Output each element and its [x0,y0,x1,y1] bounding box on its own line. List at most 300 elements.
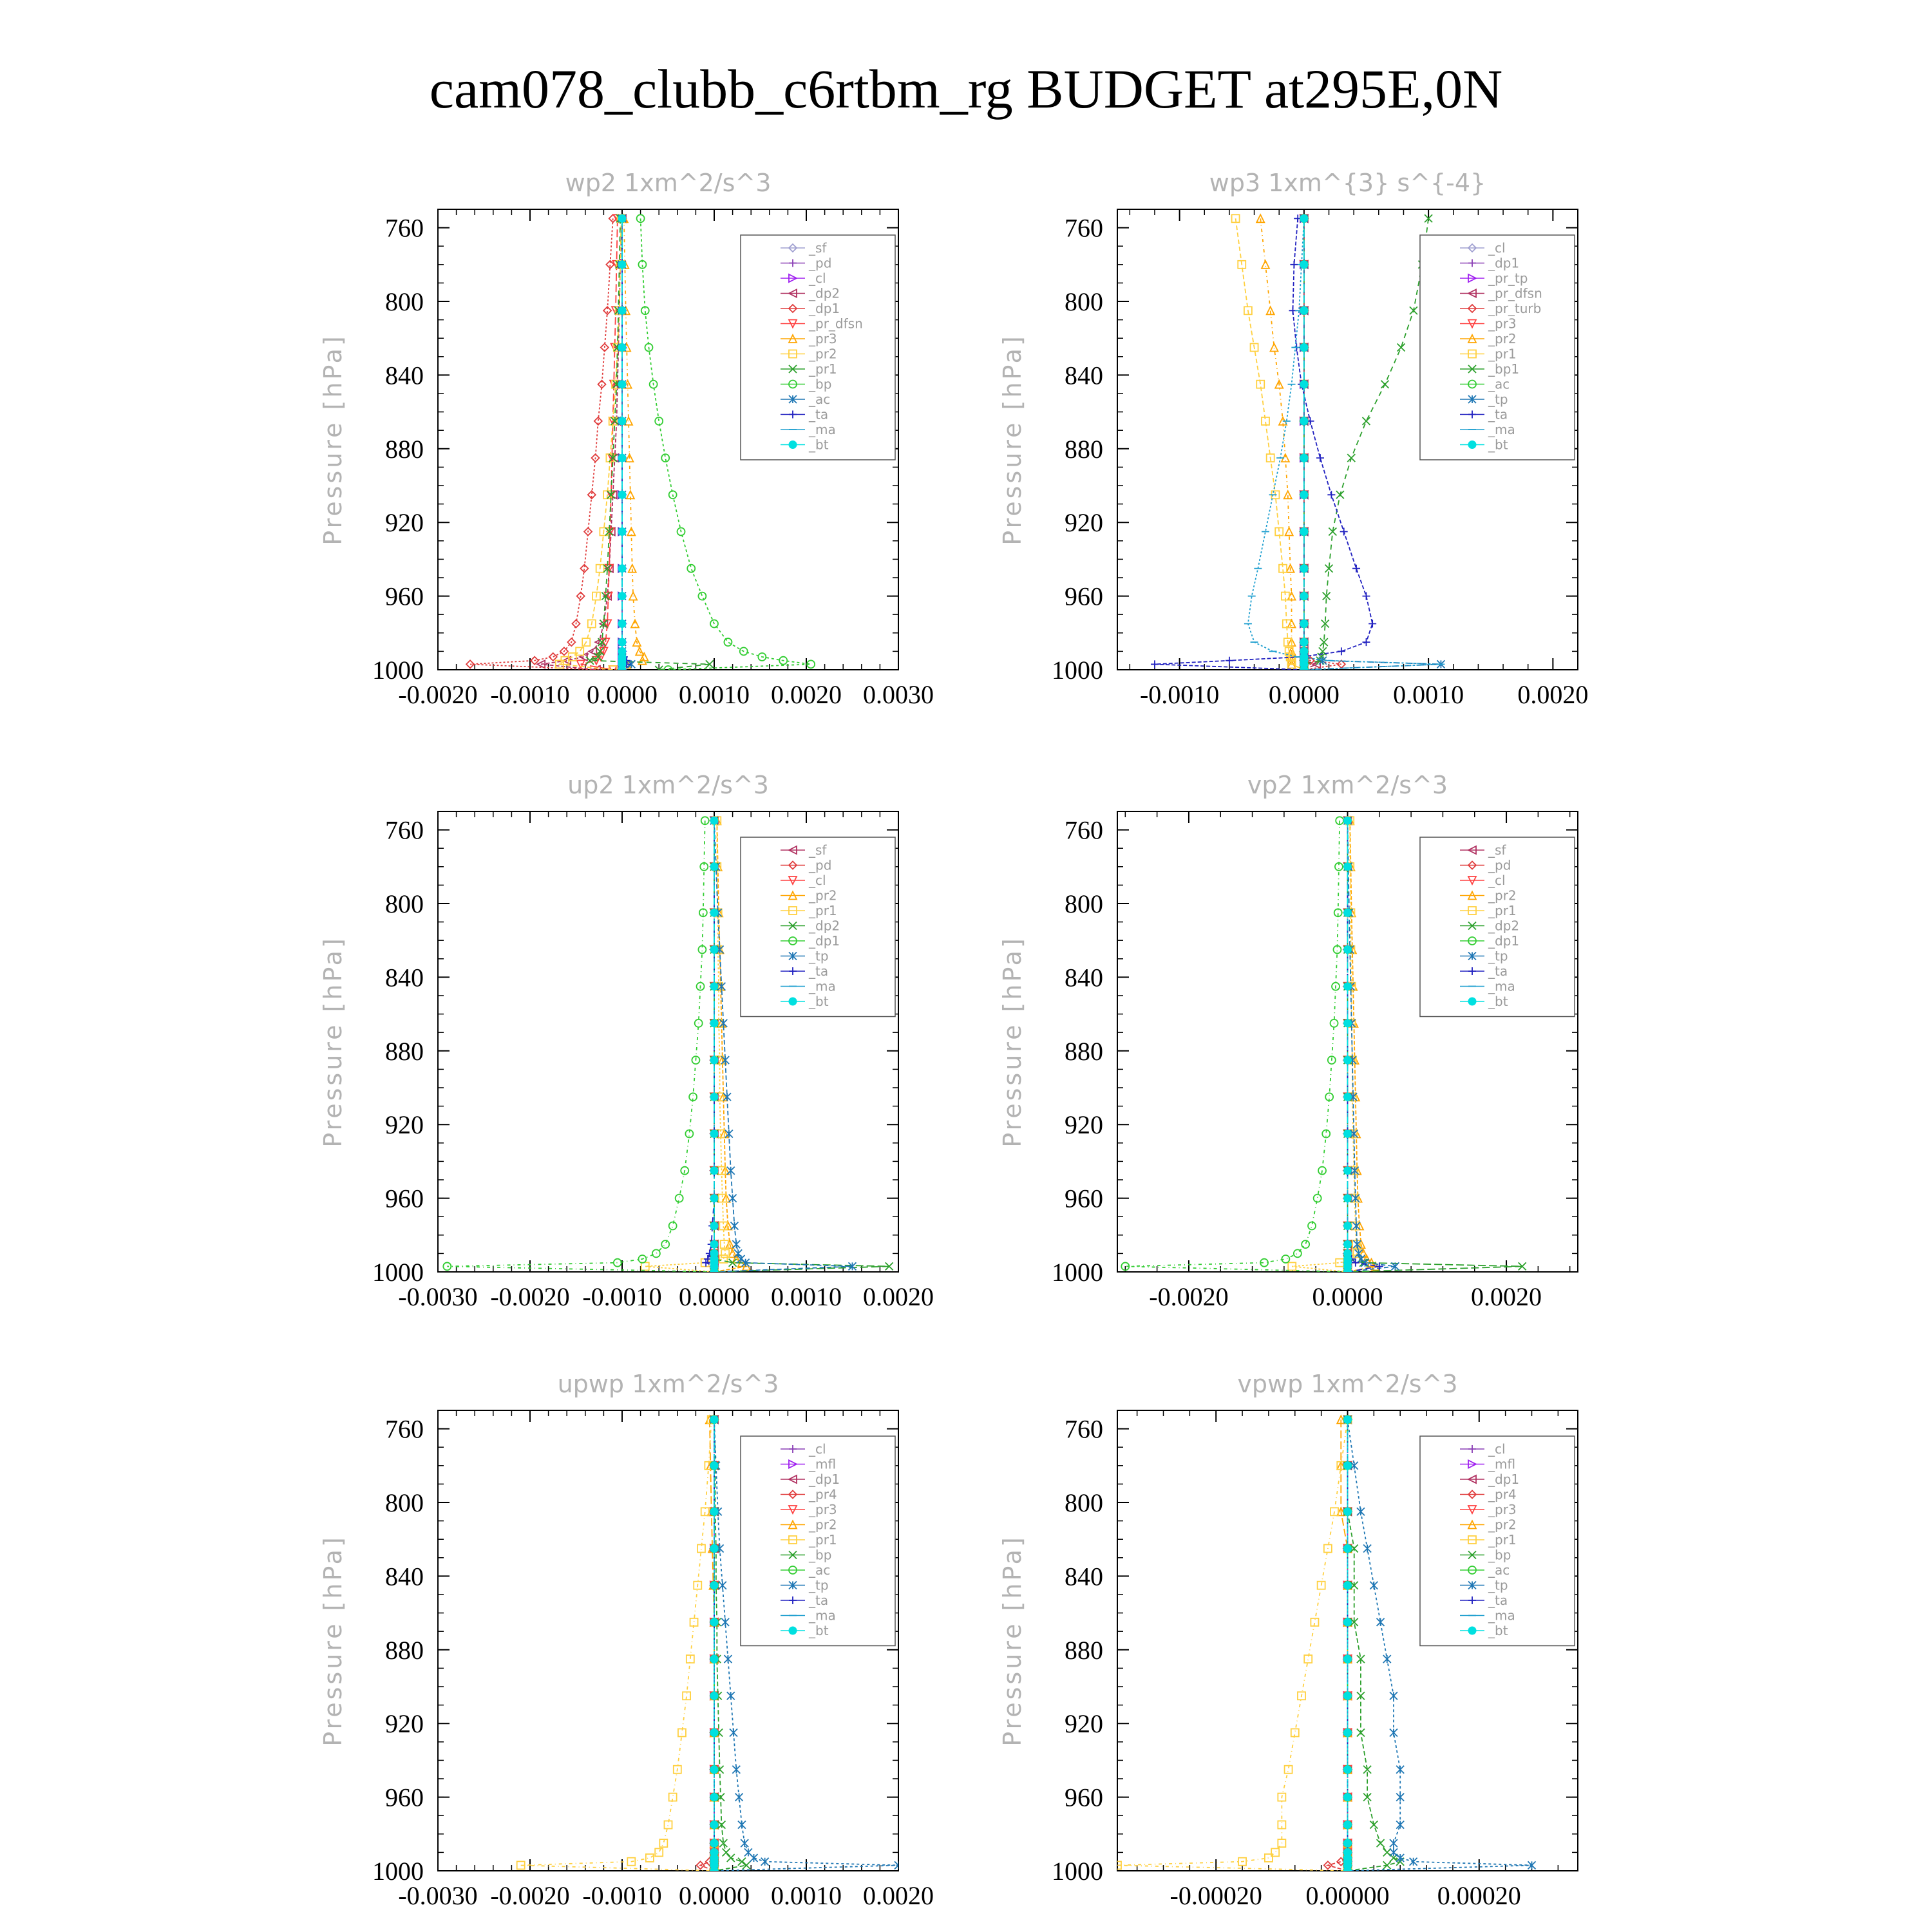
series_pr_dfsn [1300,214,1320,674]
data-point [1344,1222,1352,1230]
data-point [1383,1848,1391,1856]
data-point [750,1854,757,1862]
legend-label: _sf [809,842,827,858]
data-point [741,1839,748,1847]
data-point [710,1416,718,1423]
data-point [618,261,626,269]
data-point [724,1655,732,1663]
data-point [1338,647,1345,655]
data-point [710,946,718,954]
legend-label: _pr1 [809,903,837,918]
data-point [1390,1848,1397,1856]
legend-label: _ac [1488,376,1510,392]
data-point [618,491,626,498]
data-point [1300,565,1308,573]
legend-label: _bp1 [1488,361,1520,377]
data-point [723,1093,731,1101]
data-point [1362,638,1370,646]
legend-label: _ma [809,1607,836,1624]
series_dp1 [466,214,617,674]
legend-label: _mfl [1488,1456,1516,1472]
data-point [1300,307,1308,314]
legend-label: _pr_dfsn [1488,285,1542,301]
x-tick-label: 0.0000 [587,680,658,709]
legend-label: _bp [809,376,832,392]
data-point [1344,1692,1352,1700]
y-tick-label: 760 [1065,815,1103,845]
data-point [690,1618,698,1626]
legend-label: _pr2 [809,346,837,362]
y-tick-label: 800 [385,1488,424,1517]
panel-title: vpwp 1xm^2/s^3 [1237,1370,1458,1398]
data-point [732,1240,740,1248]
y-tick-label: 1000 [372,656,424,685]
y-tick-label: 920 [385,508,424,538]
legend-label: _cl [809,270,826,286]
y-tick-label: 1000 [1052,1857,1103,1886]
y-tick-label: 840 [1065,1562,1103,1591]
y-tick-label: 880 [385,434,424,464]
data-point [761,1858,769,1866]
legend-label: _tp [809,1577,829,1593]
data-point [1300,528,1308,536]
legend-label: _dp1 [809,933,840,949]
data-point [735,1794,743,1801]
data-point [1344,1545,1352,1553]
series-line [581,218,618,670]
data-point [710,983,718,990]
x-tick-label: 0.0010 [771,1881,842,1910]
legend-label: _bt [1488,994,1508,1009]
data-point [1381,381,1388,388]
data-point [1300,214,1308,222]
data-point [1340,528,1348,536]
y-tick-label: 960 [385,1783,424,1812]
x-tick-label: -0.0020 [398,680,478,709]
y-tick-label: 880 [1065,1036,1103,1066]
data-point [710,1222,718,1230]
data-point [1344,946,1352,954]
data-point [1270,344,1278,352]
x-tick-label: -0.0020 [490,1881,570,1910]
data-point [724,638,732,646]
data-point [646,1854,654,1862]
y-tick-label: 960 [1065,1783,1103,1812]
data-point [732,1766,740,1774]
data-point [1396,1821,1404,1829]
y-tick-label: 960 [385,582,424,611]
legend-label: _dp1 [809,1472,840,1487]
y-tick-label: 1000 [1052,1258,1103,1287]
legend-label: _ta [809,406,829,422]
x-tick-label: 0.0020 [1517,680,1589,709]
data-point [1290,261,1298,269]
series-line [1304,218,1341,670]
series-line [706,820,714,1272]
data-point [1300,261,1308,269]
data-point [618,307,626,314]
legend-label: _pd [1488,857,1511,873]
x-tick-label: 0.0000 [679,1881,750,1910]
data-point [1262,261,1269,269]
x-tick-label: -0.0010 [582,1282,662,1311]
y-tick-label: 920 [385,1110,424,1140]
data-point [1344,1655,1352,1663]
x-tick-label: -0.00020 [1170,1881,1262,1910]
data-point [727,1692,735,1700]
series-line [1236,218,1304,670]
data-point [1300,454,1308,462]
legend-label: _dp2 [1488,918,1520,934]
legend-label: _ta [1488,963,1508,979]
series-line [622,218,631,670]
legend-label: _bt [1488,1623,1508,1638]
data-point [895,1861,902,1869]
legend-label: _ac [809,1562,831,1578]
legend-label: _dp1 [1488,933,1520,949]
data-point [1316,454,1324,462]
legend-label: _dp2 [809,918,840,934]
y-axis-label: Pressure [hPa] [319,334,347,545]
data-point [1344,1729,1352,1737]
data-point [1344,1867,1352,1875]
x-tick-label: -0.0010 [1139,680,1220,709]
legend-label: _pd [809,255,832,271]
data-point [1300,666,1308,674]
legend [741,837,895,1017]
data-point [1528,1861,1536,1869]
data-point [710,863,718,871]
legend-label: _bt [809,1623,829,1638]
data-point [1285,528,1293,536]
x-tick-label: 0.0030 [863,680,934,709]
data-point [710,1618,718,1626]
series-line [1341,1419,1347,1871]
x-tick-label: -0.0020 [490,1282,570,1311]
data-point [1370,1582,1378,1589]
series-line [1125,820,1347,1272]
data-point [1410,1858,1417,1866]
data-point [710,1821,718,1829]
data-point [687,565,695,573]
panel-title: upwp 1xm^2/s^3 [557,1370,779,1398]
series_pr3 [618,214,648,674]
legend-label: _pr3 [809,1502,837,1517]
y-tick-label: 960 [1065,1184,1103,1213]
legend-label: _mfl [809,1456,837,1472]
series_bp [1344,1416,1405,1875]
legend-label: _ta [809,963,829,979]
x-tick-label: 0.0000 [1268,680,1340,709]
y-tick-label: 760 [385,815,424,845]
y-tick-label: 840 [1065,963,1103,992]
data-point [618,214,626,222]
legend-label: _bt [809,994,829,1009]
data-point [738,1858,746,1866]
data-point [698,592,706,600]
x-tick-label: 0.0020 [1471,1282,1542,1311]
y-tick-label: 840 [385,361,424,390]
y-tick-label: 920 [1065,1709,1103,1739]
y-tick-label: 760 [385,213,424,243]
y-axis-label: Pressure [hPa] [998,1535,1027,1747]
series_ta [1344,817,1383,1276]
x-tick-label: 0.0020 [863,1282,934,1311]
data-point [1368,620,1376,628]
y-tick-label: 880 [1065,434,1103,464]
data-point [1390,1692,1397,1700]
series-line [470,218,613,670]
legend-label: _pr1 [1488,346,1517,362]
legend-label: _pr2 [809,1517,837,1533]
x-tick-label: 0.0020 [863,1881,934,1910]
data-point [618,620,626,628]
legend-label: _dp1 [809,301,840,316]
legend-label: _pr1 [1488,903,1517,918]
data-point [710,909,718,916]
series_pr_turb [1300,214,1345,674]
legend-label: _bt [809,437,829,453]
series_pr_dfsn [577,214,621,674]
x-tick-label: -0.0010 [490,680,570,709]
data-point [1226,657,1233,665]
series-line [710,1419,714,1871]
series_pr1 [517,1416,718,1875]
legend-label: _pr1 [809,361,837,377]
data-point [1327,491,1335,498]
series_bp1 [1300,214,1432,674]
data-point [1344,1416,1352,1423]
panel-title: up2 1xm^2/s^3 [567,771,769,799]
x-tick-label: 0.0010 [1393,680,1464,709]
y-axis-label: Pressure [hPa] [319,936,347,1148]
data-point [661,1240,669,1248]
data-point [1344,863,1352,871]
legend-label: _dp1 [1488,1472,1520,1487]
y-tick-label: 800 [385,889,424,918]
series-line [1260,218,1304,670]
series_ma [1244,218,1445,670]
y-axis-label: Pressure [hPa] [319,1535,347,1747]
data-point [1294,1249,1302,1257]
legend-label: _tp [809,948,829,964]
y-tick-label: 760 [1065,213,1103,243]
data-point [721,1618,729,1626]
data-point [618,528,626,536]
data-point [1344,1508,1352,1515]
legend-label: _bp [809,1547,832,1563]
series_pr2 [1337,1416,1351,1875]
y-tick-label: 880 [385,1635,424,1665]
legend-label: _dp1 [1488,255,1520,271]
y-tick-label: 800 [1065,1488,1103,1517]
chart-panel-4 [998,771,1578,1311]
series-line [701,1419,714,1871]
series-line [622,218,644,670]
legend-label: _ac [1488,1562,1510,1578]
legend-label: _pr4 [1488,1486,1517,1502]
y-tick-label: 760 [1065,1414,1103,1444]
data-point [710,1195,718,1202]
data-point [1344,1582,1352,1589]
data-point [618,454,626,462]
data-point [1396,1766,1404,1774]
data-point [1300,417,1308,425]
data-point [710,1867,718,1875]
legend-label: _cl [1488,1441,1506,1457]
legend-label: _cl [809,873,826,888]
data-point [730,1222,738,1230]
data-point [1370,1821,1378,1829]
data-point [631,620,639,628]
panel-title: vp2 1xm^2/s^3 [1247,771,1448,799]
legend-label: _ma [1488,978,1515,994]
legend-label: _ma [1488,422,1515,437]
data-point [723,1848,730,1856]
data-point [1396,1794,1404,1801]
data-point [710,1655,718,1663]
series_pr1 [1113,1416,1352,1875]
data-point [710,1582,718,1589]
series_ac [618,214,635,674]
legend-label: _cl [1488,873,1506,888]
data-point [1390,1729,1397,1737]
data-point [1336,491,1344,498]
series_pr1 [641,817,729,1276]
y-tick-label: 840 [385,963,424,992]
data-point [1344,1766,1352,1774]
y-tick-label: 880 [1065,1635,1103,1665]
legend-label: _pr3 [809,331,837,346]
data-point [710,817,718,824]
panel-title: wp2 1xm^2/s^3 [565,169,772,197]
x-tick-label: 0.00000 [1305,1881,1390,1910]
data-point [729,1195,737,1202]
data-point [618,381,626,388]
data-point [659,1839,667,1847]
data-point [1344,1839,1352,1847]
legend [1420,837,1575,1017]
legend-label: _ma [1488,1607,1515,1624]
y-tick-label: 760 [385,1414,424,1444]
legend-label: _tp [1488,948,1508,964]
data-point [676,1195,683,1202]
data-point [1383,1655,1391,1663]
legend-label: _pr_tp [1488,270,1528,286]
data-point [730,1729,737,1737]
y-tick-label: 840 [1065,361,1103,390]
data-point [614,1259,621,1267]
legend-label: _ma [809,978,836,994]
x-tick-label: 0.0000 [1312,1282,1383,1311]
data-point [1300,638,1308,646]
data-point [710,1167,718,1175]
data-point [1344,909,1352,916]
series_ta [702,817,718,1276]
y-tick-label: 840 [385,1562,424,1591]
series-line [521,1419,714,1871]
x-tick-label: 0.00020 [1437,1881,1521,1910]
series_pr2 [706,1416,718,1875]
legend-label: _pd [809,857,832,873]
data-point [1344,1093,1352,1101]
legend-label: _ac [809,392,831,407]
x-tick-label: 0.0010 [679,680,750,709]
chart-panel-6 [998,1370,1578,1910]
x-tick-label: -0.0020 [1149,1282,1229,1311]
series_dp1 [443,817,718,1276]
data-point [710,1056,718,1064]
y-axis-label: Pressure [hPa] [998,936,1027,1148]
data-point [1344,1195,1352,1202]
x-tick-label: -0.0010 [582,1881,662,1910]
legend-label: _tp [1488,1577,1508,1593]
y-tick-label: 880 [385,1036,424,1066]
legend-label: _pr_dfsn [809,316,863,332]
data-point [719,1019,727,1027]
data-point [1344,1618,1352,1626]
x-tick-label: 0.0020 [771,680,842,709]
data-point [618,417,626,425]
legend-label: _dp2 [809,285,840,301]
legend-label: _pr2 [1488,887,1517,904]
data-point [1363,1545,1371,1553]
data-point [1288,620,1296,628]
data-point [1362,417,1370,425]
data-point [1302,1240,1309,1248]
data-point [669,1222,677,1230]
chart-panel-1 [319,169,934,709]
legend [1420,1436,1575,1646]
data-point [1314,1195,1321,1202]
series_pr2 [1256,214,1308,674]
data-point [1352,565,1360,573]
data-point [710,1130,718,1138]
series_pr2 [556,214,625,674]
legend-label: _pr2 [1488,331,1517,346]
data-point [710,1268,718,1276]
y-tick-label: 960 [1065,582,1103,611]
chart-panel-2 [998,169,1588,709]
series-line [1348,1419,1401,1871]
series-line [447,820,714,1272]
series_pr1 [1288,817,1361,1276]
y-tick-label: 800 [1065,287,1103,316]
data-point [618,638,626,646]
legend [741,235,895,460]
data-point [1300,620,1308,628]
data-point [710,1240,718,1248]
legend [741,1436,895,1646]
data-point [1344,1056,1352,1064]
data-point [710,1729,718,1737]
legend-label: _bt [1488,437,1508,453]
y-tick-label: 1000 [372,1857,424,1886]
legend-label: _pr1 [1488,1532,1517,1548]
data-point [1344,1462,1352,1470]
data-point [710,1508,718,1515]
x-tick-label: 0.0000 [679,1282,750,1311]
series-line [1117,1419,1348,1871]
legend-label: _ta [809,1593,829,1608]
data-point [1377,1839,1385,1847]
series-line [1304,218,1316,670]
data-point [1344,1794,1352,1801]
y-tick-label: 1000 [372,1258,424,1287]
legend-label: _ta [1488,406,1508,422]
series_dp1 [1121,817,1351,1276]
data-point [618,565,626,573]
